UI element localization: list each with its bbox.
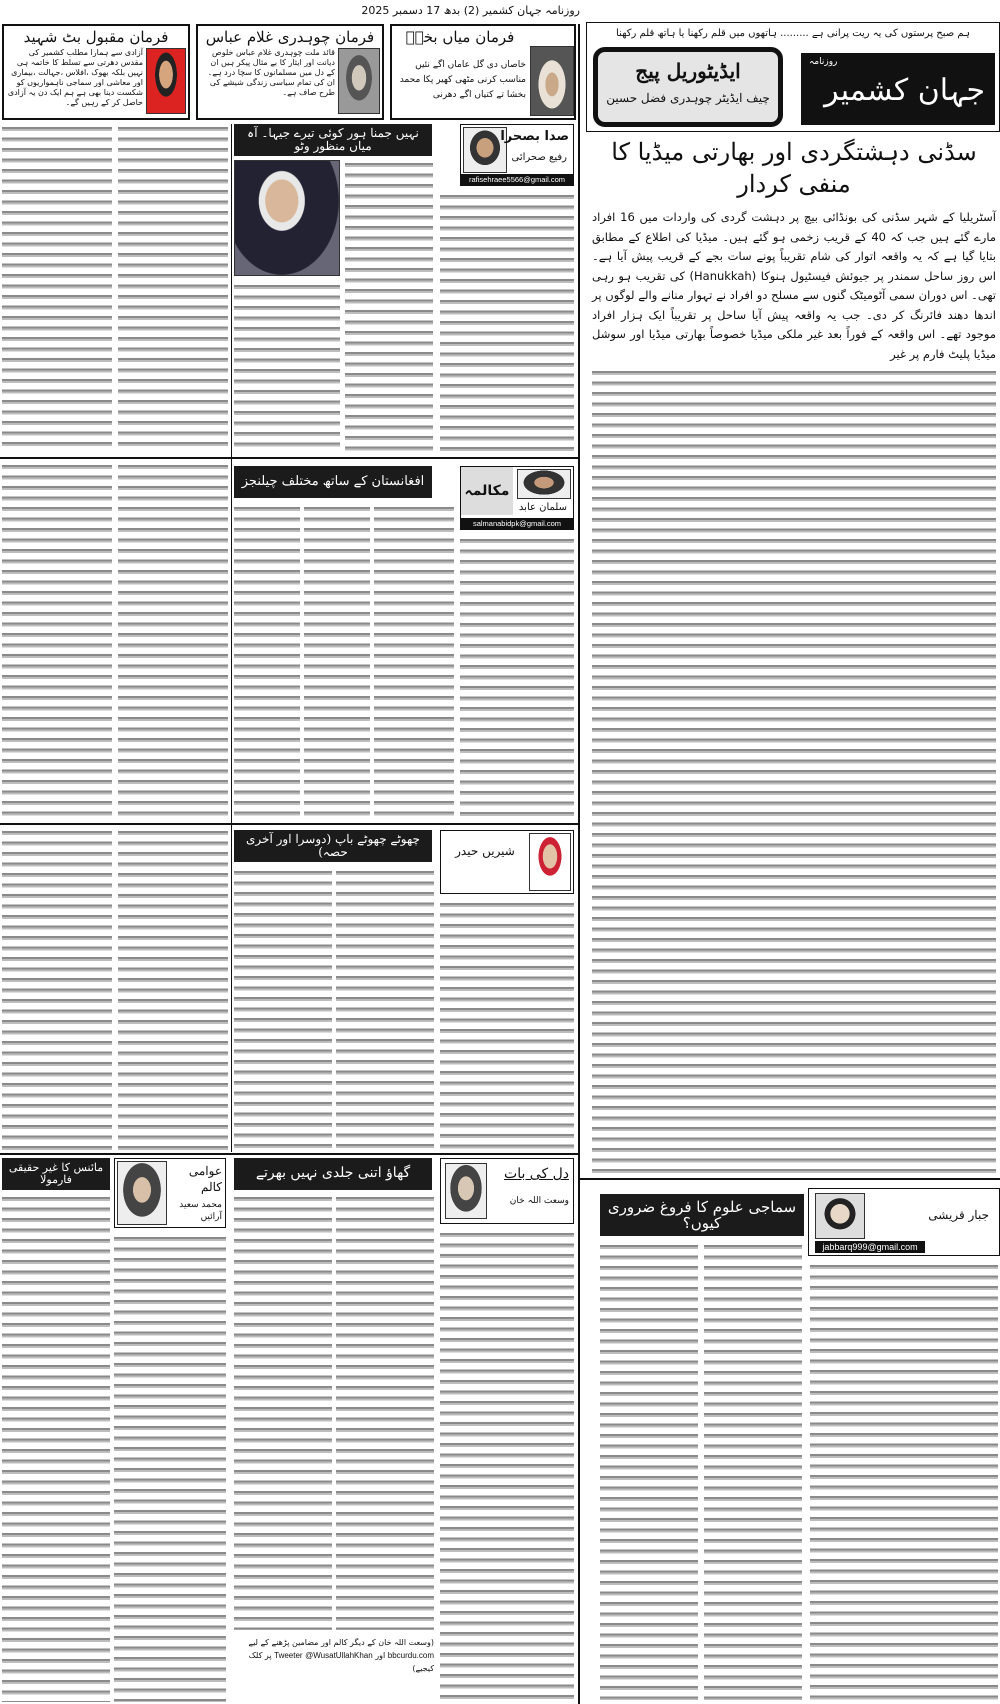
column-badge: دل کی بات: [504, 1166, 569, 1182]
lead-headline: سڈنی دہشتگردی اور بھارتی میڈیا کا منفی کردار: [611, 138, 977, 198]
columnist-links: [234, 1636, 434, 1675]
farman-quote: قائد ملت چوہدری غلام عباس خلوص دیانت اور ایثار کا بے مثال پیکر ہیں ان کے دل میں مسلمانوں کا سچا درد ہے۔ ان کی تمام سیاسی زندگی شیشے کی طرح صاف ہے۔: [207, 48, 335, 97]
column-badge: مکالمہ: [461, 467, 513, 515]
twitter-label: Tweeter: [274, 1651, 303, 1660]
author-box-jabbar-qureshi: [808, 1188, 1000, 1256]
author-name: جبار قریشی: [928, 1208, 989, 1222]
portrait-photo: [146, 48, 186, 114]
author-photo: [517, 469, 571, 499]
article-text: [118, 828, 228, 1150]
lead-article: [590, 136, 998, 1174]
article-text: [2, 1194, 110, 1702]
article-text: [440, 192, 574, 453]
article-text: [810, 1262, 998, 1700]
article-text: [234, 282, 340, 453]
farman-box-mian-bakhsh: [390, 24, 576, 120]
author-email: salmanabidpk@gmail.com: [461, 518, 573, 529]
article-text: [2, 462, 112, 820]
article-text: [440, 1230, 574, 1702]
article-text: [114, 1234, 226, 1702]
author-name: رفیع صحرائی: [511, 152, 567, 163]
article-text: [234, 1194, 332, 1630]
farman-box-ghulam-abbas: [196, 24, 384, 120]
author-photo: [117, 1161, 167, 1225]
farman-title: فرمان میاں بخشؒ: [405, 28, 515, 46]
article-text: [118, 124, 228, 452]
column-headline: مائنس کا غیر حقیقی فارمولا: [2, 1158, 110, 1190]
author-photo: [445, 1163, 487, 1219]
masthead: [586, 22, 1000, 132]
section-divider: [0, 457, 578, 459]
logo-text: جہان کشمیر: [824, 73, 985, 108]
article-text: [460, 536, 574, 820]
farman-title: فرمان چوہدری غلام عباس: [205, 28, 375, 46]
author-box-salman-abid: [460, 466, 574, 530]
section-divider: [0, 823, 578, 825]
section-divider: [0, 1153, 578, 1155]
author-name: شیریں حیدر: [455, 844, 515, 858]
editorial-page-badge: [593, 47, 783, 127]
article-text: [234, 868, 332, 1150]
column-badge: صدا بصحرا: [500, 129, 569, 144]
article-text: [440, 900, 574, 1150]
links-outro: پر کلک کیجیے): [248, 1651, 434, 1673]
author-email: rafisehraee5566@gmail.com: [461, 174, 573, 185]
column-headline: نہیں جمنا ہور کوئی تیرے جیہا۔ آہ میاں منظور وٹو: [234, 124, 432, 156]
lead-article-body: [592, 368, 996, 1174]
portrait-photo: [530, 46, 574, 116]
farman-title: فرمان مقبول بٹ شہید: [23, 28, 169, 46]
dateline: روزنامہ جہان کشمیر (2) بدھ 17 دسمبر 2025: [361, 4, 580, 17]
author-box-rafi-sehrai: [460, 124, 574, 186]
column-headline: افغانستان کے ساتھ مختلف چیلنجز: [234, 466, 432, 498]
column-badge: عوامی کالم: [188, 1164, 222, 1194]
section-title: ایڈیٹوریل پیج: [635, 59, 741, 83]
section-divider: [580, 1178, 1000, 1180]
lead-article-opening: آسٹریلیا کے شہر سڈنی کی بونڈائی بیچ پر دہشت گردی کی واردات میں 16 افراد مارے گئے ہیں جب کہ 40 کے قریب زخمی ہو گئے ہیں۔ میڈیا کی اطلاع کے مطابق بتایا گیا ہے کہ یہ واقعہ اتوار کی شام تقریباً پونے سات بجے کے قریب پیش آیا ہے۔ اس روز ساحل سمندر پر جیوئش فیسٹیول ہنوکا (Hanukkah) کی تقریب ہو رہی تھی۔ اس دوران سمی آٹومیٹک گنوں سے مسلح دو افراد نے تہوار منانے والے لوگوں پر اندھا دھند فائرنگ کر دی۔ جب یہ واقعہ پیش آیا ساحل پر تقریباً ایک ہزار افراد موجود تھے۔ اس واقعہ کے فوراً بعد غیر ملکی میڈیا خصوصاً بھارتی میڈیا اور سوشل میڈیا پلیٹ فارم پر غیر: [592, 210, 997, 361]
farman-quote: خاصاں دی گل عاماں اگے نئیں مناسب کرنی مٹھی کھیر پکا محمد بخشا تے کتیاں اگے دھرنی: [399, 60, 526, 100]
column-divider: [578, 24, 580, 1704]
article-text: [118, 462, 228, 820]
farman-quote: آزادی سے ہمارا مطلب کشمیر کی مقدس دھرتی سے تسلط کا خاتمہ ہی نہیں بلکہ بھوک ،افلاس ،جہالت ،بیماری اور معاشی اور سماجی ناہمواریوں کو شکست دینا بھی ہے ہم ایک دن یہ آزادی حاصل کر کے رہیں گے۔: [7, 48, 143, 107]
author-box-saeed-arain: [114, 1158, 226, 1228]
author-email: jabbarq999@gmail.com: [815, 1241, 925, 1253]
article-text: [600, 1242, 698, 1700]
column-divider: [231, 124, 232, 1152]
article-text: [234, 504, 300, 820]
article-photo: [234, 160, 340, 276]
twitter-handle-link[interactable]: @WusatUllahKhan: [305, 1651, 373, 1660]
article-text: [336, 868, 434, 1150]
masthead-tagline: ہم صبح پرستوں کی یہ ریت پرانی ہے ......... ہاتھوں میں قلم رکھنا یا ہاتھ قلم رکھنا: [616, 28, 970, 39]
logo-small: روزنامہ: [809, 57, 838, 67]
column-headline: چھوٹے چھوٹے باپ (دوسرا اور آخری حصہ): [234, 830, 432, 862]
farman-box-maqbool-butt: [2, 24, 190, 120]
author-box-shireen-haider: [440, 830, 574, 894]
author-photo: [529, 833, 571, 891]
links-and: اور: [375, 1651, 386, 1660]
article-text: [2, 124, 112, 452]
portrait-photo: [338, 48, 380, 114]
website-link[interactable]: bbcurdu.com: [387, 1651, 434, 1660]
author-box-wusatullah-khan: [440, 1158, 574, 1224]
chief-editor: چیف ایڈیٹر چوہدری فضل حسین: [606, 91, 770, 105]
article-text: [2, 828, 112, 1150]
author-name: سلمان عابد: [518, 502, 567, 513]
author-name: وسعت اللہ خان: [509, 1196, 569, 1206]
author-name: محمد سعید آرائیں: [179, 1200, 222, 1222]
article-text: [345, 160, 433, 453]
author-photo: [815, 1193, 865, 1239]
article-text: [704, 1242, 802, 1700]
column-headline: سماجی علوم کا فروغ ضروری کیوں؟: [600, 1194, 804, 1236]
article-text: [374, 504, 454, 820]
column-headline: گھاؤ اتنی جلدی نہیں بھرتے: [234, 1158, 432, 1190]
newspaper-logo: [801, 53, 995, 125]
article-text: [336, 1194, 434, 1630]
article-text: [304, 504, 370, 820]
links-intro: (وسعت اللہ خان کے دیگر کالم اور مضامین پڑھنے کے لیے: [248, 1638, 434, 1647]
